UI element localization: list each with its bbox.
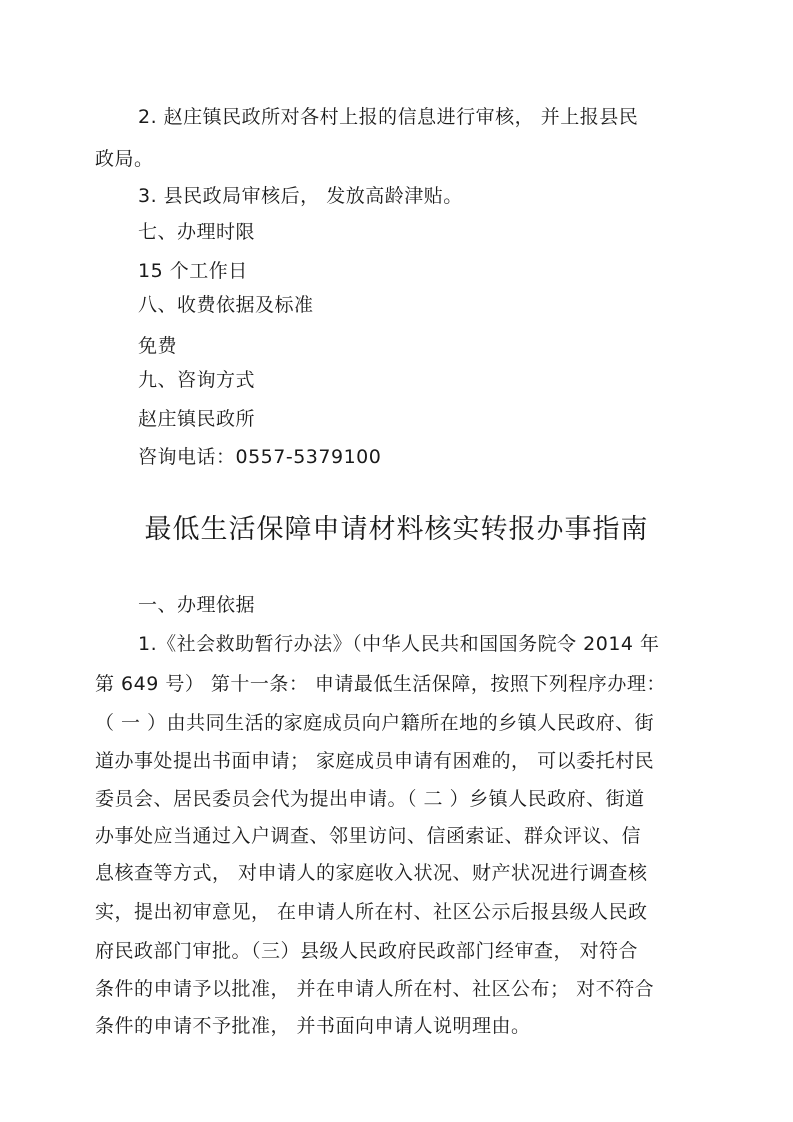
paragraph-line: 条件的申请不予批准， 并书面向申请人说明理由。	[95, 1015, 531, 1037]
contact-office: 赵庄镇民政所	[138, 408, 256, 430]
paragraph-line: 办事处应当通过入户调查、邻里访问、信函索证、群众评议、信	[95, 825, 642, 847]
paragraph-line: 息核查等方式， 对申请人的家庭收入状况、财产状况进行调查核	[95, 862, 648, 884]
paragraph-line: 道办事处提出书面申请； 家庭成员申请有困难的， 可以委托村民	[95, 750, 655, 772]
paragraph-line: 1.《社会救助暂行办法》（中华人民共和国国务院令 2014 年	[138, 633, 660, 655]
guide-title: 最低生活保障申请材料核实转报办事指南	[144, 514, 649, 545]
fees-value: 免费	[138, 335, 178, 357]
heading-fees: 八、收费依据及标准	[138, 294, 314, 316]
contact-phone: 咨询电话：0557-5379100	[138, 446, 382, 468]
subsidy-step-line: 3. 县民政局审核后， 发放高龄津贴。	[138, 185, 463, 207]
paragraph-line: 条件的申请予以批准， 并在申请人所在村、社区公布； 对不符合	[95, 978, 655, 1000]
paragraph-line: （ 一 ）由共同生活的家庭成员向户籍所在地的乡镇人民政府、街	[95, 712, 655, 734]
heading-contact: 九、咨询方式	[138, 369, 256, 391]
review-step-line-2: 政局。	[95, 148, 154, 170]
paragraph-line: 府民政部门审批。（三）县级人民政府民政部门经审查， 对符合	[95, 940, 639, 962]
paragraph-line: 第 649 号） 第十一条： 申请最低生活保障，按照下列程序办理：	[95, 673, 666, 695]
time-limit-value: 15 个工作日	[138, 260, 248, 282]
review-step-line-1: 2. 赵庄镇民政所对各村上报的信息进行审核， 并上报县民	[138, 106, 639, 128]
paragraph-line: 委员会、居民委员会代为提出申请。（ 二 ）乡镇人民政府、街道	[95, 788, 645, 810]
paragraph-line: 实，提出初审意见， 在申请人所在村、社区公示后报县级人民政	[95, 901, 648, 923]
heading-basis: 一、办理依据	[138, 594, 256, 616]
heading-time-limit: 七、办理时限	[138, 221, 256, 243]
